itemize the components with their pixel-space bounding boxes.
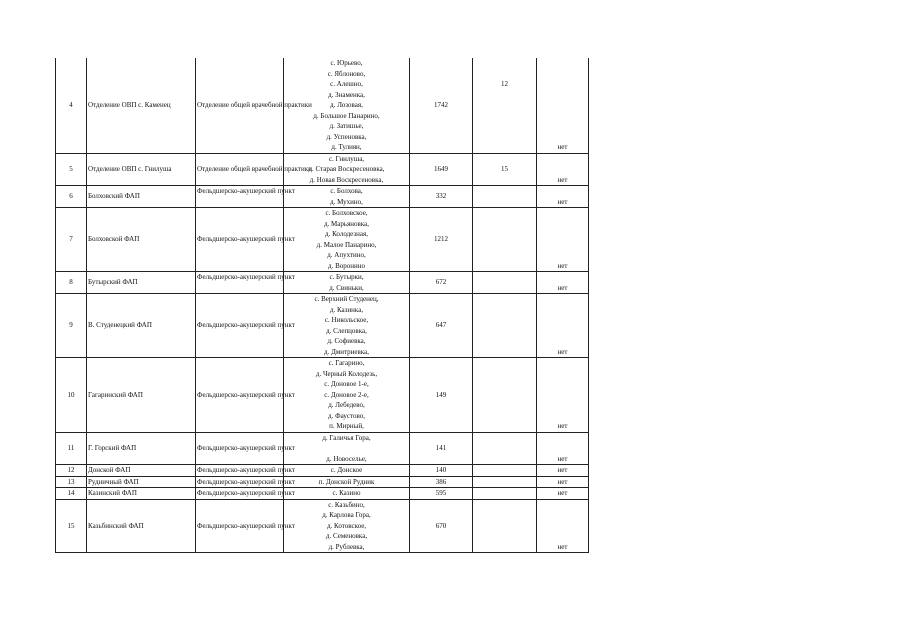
row-number: 7: [56, 208, 87, 272]
settlement-name: п. Донской Рудник: [318, 477, 375, 486]
facility-type: [196, 294, 295, 358]
facility-type: [196, 358, 295, 433]
served-settlements: [284, 499, 410, 553]
staff-count: [473, 208, 537, 272]
settlement-name: д. Тулиян,: [331, 143, 362, 151]
served-settlements: [284, 186, 410, 208]
settlement-name: д. Слепцовка,: [326, 326, 367, 335]
facility-type-text: Фельдшерско-акушерский пункт: [197, 444, 295, 452]
settlement-name: с. Верхний Студенец,: [314, 295, 379, 303]
availability-flag: нет: [537, 58, 589, 153]
settlement-name: д. Лебедево,: [328, 401, 365, 409]
row-number: 4: [56, 58, 87, 153]
population-count: 1649: [410, 153, 473, 186]
facility-type-text: Фельдшерско-акушерский пункт: [197, 489, 295, 497]
staff-count: 15: [473, 153, 537, 186]
settlement-name: д. Свиньки,: [329, 283, 364, 292]
settlement-name: д. Марьяновка,: [323, 219, 369, 228]
served-settlements: [284, 358, 410, 433]
staff-count: [473, 476, 537, 488]
settlement-name: д. Семеновка,: [325, 532, 368, 540]
population-count: 1212: [410, 208, 473, 272]
facility-type: [196, 153, 312, 186]
table-row: [56, 208, 589, 272]
facility-name: Болховский ФАП: [87, 186, 196, 208]
settlement-name: с. Доновое 1-е,: [324, 380, 369, 388]
population-count: 1742: [410, 58, 473, 153]
staff-count: [473, 294, 537, 358]
table-row: [56, 294, 589, 358]
settlement-name: д. Черный Колодезь,: [315, 369, 378, 378]
table-row: [56, 358, 589, 433]
settlement-name: с. Болхова,: [330, 187, 363, 195]
facility-type-text: Фельдшерско-акушерский пункт: [197, 477, 295, 486]
settlement-name: д. Успеновка,: [326, 132, 367, 141]
table-row: [56, 186, 589, 208]
facility-type: [196, 465, 295, 477]
settlement-name: с. Бутырки,: [329, 273, 364, 281]
row-number: 11: [56, 432, 87, 465]
staff-count: [473, 186, 537, 208]
population-count: 332: [410, 186, 473, 208]
staff-count: [473, 272, 537, 294]
facility-type: [196, 272, 295, 294]
settlement-name: д. Котовское,: [326, 521, 367, 530]
facility-type-text: Фельдшерско-акушерский пункт: [197, 273, 295, 281]
table-row: [56, 465, 589, 477]
settlement-name: д. Новоселье,: [326, 454, 367, 463]
served-settlements: [284, 465, 410, 477]
settlement-name: д. Большое Панарино,: [313, 111, 380, 120]
table-body: [56, 58, 589, 553]
staff-count: 12: [473, 58, 537, 153]
settlement-name: д. Казинка,: [329, 305, 364, 314]
facility-name: Отделение ОВП с. Гнилуша: [87, 153, 196, 186]
settlement-name: д. Мухино,: [330, 197, 363, 206]
availability-flag: нет: [537, 499, 589, 553]
facility-name: Казьбинский ФАП: [87, 499, 196, 553]
facility-type: [196, 208, 295, 272]
settlement-name: д. Рублевка,: [328, 542, 365, 551]
population-count: 386: [410, 476, 473, 488]
facility-type-text: Отделение общей врачебной практики: [197, 165, 312, 173]
facility-type-text: Фельдшерско-акушерский пункт: [197, 321, 295, 330]
settlement-name: д. Воронино: [328, 261, 365, 270]
settlement-name: с. Казьбино,: [328, 500, 365, 509]
facility-name: Бутырский ФАП: [87, 272, 196, 294]
settlement-name: д. Галичья Гора,: [322, 433, 371, 442]
table-row: [56, 488, 589, 500]
facility-type: [196, 186, 295, 208]
availability-flag: нет: [537, 488, 589, 500]
availability-flag: нет: [537, 153, 589, 186]
settlement-name: д. Затишье,: [329, 122, 364, 130]
settlement-name: д. Новая Воскресеновка,: [309, 175, 384, 184]
facility-type-text: Фельдшерско-акушерский пункт: [197, 235, 295, 244]
facilities-table: [55, 58, 589, 553]
document-page: [55, 58, 588, 553]
facility-type: [196, 488, 295, 500]
staff-count: [473, 432, 537, 465]
row-number: 13: [56, 476, 87, 488]
settlement-name: д. Дмитриевка,: [324, 347, 369, 356]
settlement-name: с. Юрьево,: [330, 59, 363, 67]
population-count: 141: [410, 432, 473, 465]
availability-flag: нет: [537, 432, 589, 465]
facility-name: Болховской ФАП: [87, 208, 196, 272]
row-number: 9: [56, 294, 87, 358]
served-settlements: [284, 208, 410, 272]
facility-name: Отделение ОВП с. Каменец: [87, 58, 196, 153]
facility-type-text: Фельдшерско-акушерский пункт: [197, 466, 295, 474]
population-count: 149: [410, 358, 473, 433]
served-settlements: [284, 294, 410, 358]
facility-type-text: Фельдшерско-акушерский пункт: [197, 521, 295, 530]
population-count: 672: [410, 272, 473, 294]
staff-count: [473, 488, 537, 500]
facility-type: [196, 432, 295, 465]
staff-count: [473, 358, 537, 433]
table-row: [56, 272, 589, 294]
population-count: 647: [410, 294, 473, 358]
row-number: 5: [56, 153, 87, 186]
facility-type-text: Фельдшерско-акушерский пункт: [197, 390, 295, 399]
facility-type-text: Фельдшерско-акушерский пункт: [197, 187, 295, 195]
facility-name: Донской ФАП: [87, 465, 196, 477]
settlement-name: д. Лозовая,: [330, 101, 363, 109]
settlement-name: д. Колодезная,: [325, 230, 368, 238]
row-number: 15: [56, 499, 87, 553]
row-number: 8: [56, 272, 87, 294]
facility-type: [196, 476, 295, 488]
table-row: [56, 476, 589, 488]
served-settlements: [284, 272, 410, 294]
table-row: [56, 58, 589, 153]
facility-name: В. Студенецкий ФАП: [87, 294, 196, 358]
population-count: 595: [410, 488, 473, 500]
population-count: 140: [410, 465, 473, 477]
availability-flag: нет: [537, 272, 589, 294]
settlement-name: д. Софиевка,: [327, 337, 366, 345]
row-number: 12: [56, 465, 87, 477]
table-row: [56, 153, 589, 186]
population-count: 670: [410, 499, 473, 553]
facility-name: Казинский ФАП: [87, 488, 196, 500]
settlement-name: с. Яблоново,: [327, 69, 366, 78]
availability-flag: нет: [537, 208, 589, 272]
availability-flag: нет: [537, 476, 589, 488]
table-row: [56, 499, 589, 553]
settlement-name: с. Гагарино,: [328, 359, 365, 367]
row-number: 14: [56, 488, 87, 500]
settlement-name: д. Малое Панарино,: [316, 240, 377, 249]
served-settlements: [284, 488, 410, 500]
settlement-name: д. Старая Воскресеновка,: [308, 165, 385, 173]
facility-type: [196, 58, 312, 153]
row-number: 10: [56, 358, 87, 433]
row-number: 6: [56, 186, 87, 208]
settlement-name: с. Алешно,: [330, 80, 363, 88]
facility-name: Г. Горский ФАП: [87, 432, 196, 465]
served-settlements: [284, 432, 410, 465]
table-row: [56, 432, 589, 465]
settlement-name: с. Казино: [332, 489, 361, 497]
facility-name: Рудничный ФАП: [87, 476, 196, 488]
availability-flag: нет: [537, 294, 589, 358]
settlement-name: [285, 443, 408, 454]
settlement-name: д. Знаменка,: [328, 90, 365, 99]
facility-type-text: Отделение общей врачебной практики: [197, 101, 312, 109]
facility-type: [196, 499, 295, 553]
settlement-name: с. Донское: [330, 466, 363, 474]
settlement-name: с. Никольское,: [324, 316, 369, 324]
settlement-name: д. Карлова Гора,: [322, 511, 371, 519]
settlement-name: с. Доновое 2-е,: [324, 390, 369, 399]
availability-flag: нет: [537, 186, 589, 208]
settlement-name: д. Апухтино,: [327, 251, 366, 259]
settlement-name: д. Фаустово,: [328, 411, 365, 420]
staff-count: [473, 465, 537, 477]
facility-name: Гагаринский ФАП: [87, 358, 196, 433]
settlement-name: с. Болховское,: [325, 209, 368, 217]
staff-count: [473, 499, 537, 553]
settlement-name: с. Гнилуша,: [328, 154, 365, 163]
availability-flag: нет: [537, 465, 589, 477]
availability-flag: нет: [537, 358, 589, 433]
served-settlements: [284, 476, 410, 488]
settlement-name: п. Мирный,: [329, 422, 364, 430]
